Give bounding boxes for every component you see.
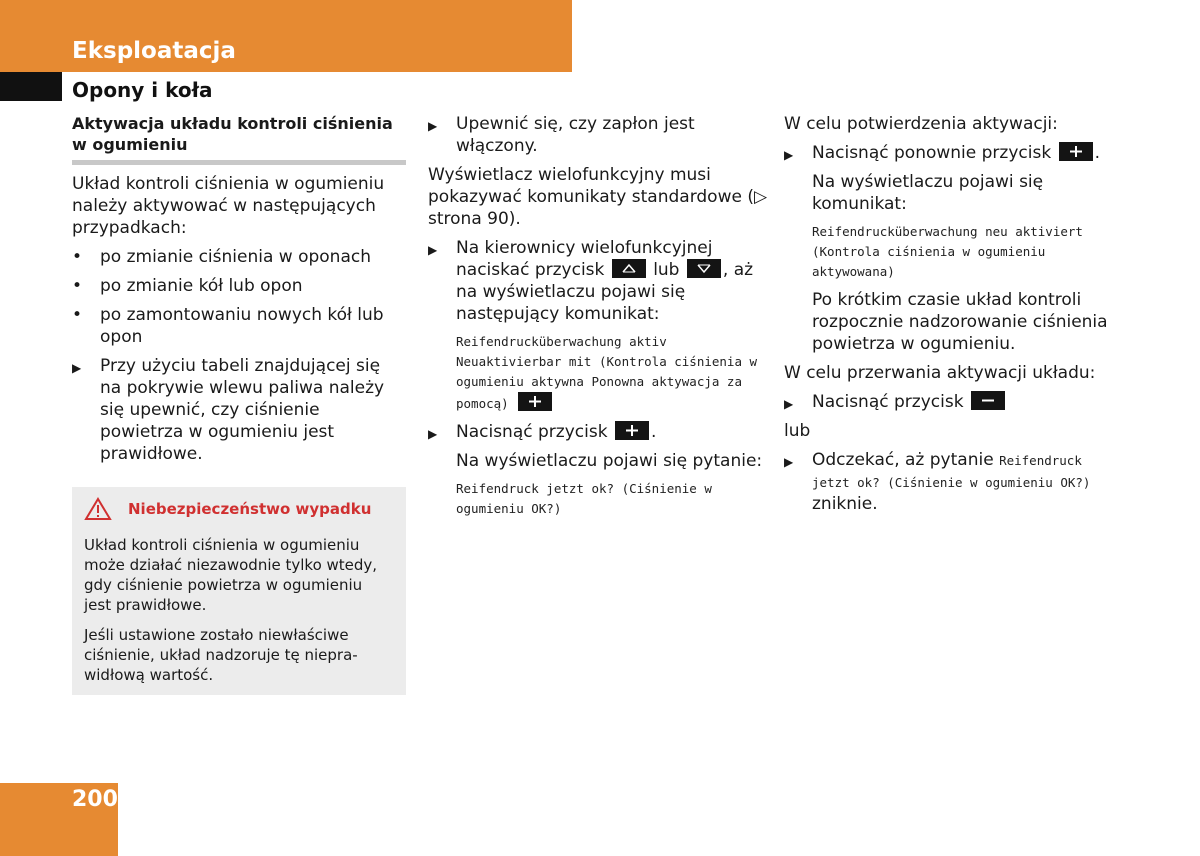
up-key-icon bbox=[612, 259, 646, 278]
warning-box bbox=[72, 487, 406, 695]
bullet-icon: • bbox=[72, 305, 83, 325]
warning-text: Układ kontroli ciśnienia w ogumieniu może działać niezawodnie tylko wtedy, gdy ciśnienie powietrza w ogumieniu jest prawidłowe. bbox=[84, 536, 378, 614]
step-arrow-icon: ▶ bbox=[784, 455, 794, 469]
warning-triangle-icon bbox=[84, 497, 112, 521]
step-arrow-icon: ▶ bbox=[72, 361, 82, 375]
body-text: W celu potwierdzenia aktywacji: bbox=[784, 114, 1058, 134]
subheading: Aktywacja układu kontroli ciśnienia w ogumieniu bbox=[72, 114, 393, 154]
body-text: Na wyświetlaczu pojawi się pytanie: bbox=[456, 451, 763, 471]
instruction-step: ▶ Nacisnąć przycisk bbox=[784, 391, 1124, 413]
plus-key-icon bbox=[1059, 142, 1093, 161]
display-message: Reifendruck jetzt ok? (Ciśnienie w ogumieniu OK?) bbox=[456, 481, 712, 516]
instruction-step: ▶ Odczekać, aż pytanie Reifendruck jetzt ok? (Ciśnienie w ogumieniu OK?) zniknie. bbox=[784, 450, 1091, 514]
minus-key-icon bbox=[971, 391, 1005, 410]
column-2 bbox=[428, 113, 768, 526]
intro-text: Układ kontroli ciśnienia w ogumieniu należy aktywować w następujących przypadkach: bbox=[72, 174, 385, 238]
step-arrow-icon: ▶ bbox=[784, 148, 794, 162]
step-arrow-icon: ▶ bbox=[428, 427, 438, 441]
instruction-step: ▶ Nacisnąć przycisk . bbox=[428, 421, 768, 443]
down-key-icon bbox=[687, 259, 721, 278]
step-arrow-icon: ▶ bbox=[428, 119, 438, 133]
section-marker bbox=[0, 72, 62, 101]
display-message: Reifendrucküberwachung aktiv Neuaktivierbar mit (Kontrola ciśnienia w ogumieniu aktywna Ponowna aktywacja za pomocą) bbox=[456, 334, 758, 411]
instruction-step: ▶ Upewnić się, czy zapłon jest włączony. bbox=[428, 114, 695, 156]
chapter-header bbox=[0, 0, 572, 72]
instruction-step: ▶ Nacisnąć ponownie przycisk . bbox=[784, 142, 1124, 164]
list-item: • po zamontowaniu nowych kół lub opon bbox=[72, 305, 384, 347]
list-item: • po zmianie kół lub opon bbox=[72, 276, 303, 296]
body-text: Po krótkim czasie układ kontroli rozpocznie nadzorowanie ciśnienia powietrza w ogumieniu. bbox=[812, 290, 1108, 354]
body-text: W celu przerwania aktywacji układu: bbox=[784, 363, 1096, 383]
warning-title: Niebezpieczeństwo wypadku bbox=[128, 500, 372, 518]
plus-key-icon bbox=[518, 392, 552, 411]
plus-key-icon bbox=[615, 421, 649, 440]
column-3 bbox=[784, 113, 1124, 522]
section-title: Opony i koła bbox=[72, 78, 213, 102]
body-text: lub bbox=[784, 421, 811, 441]
body-text: Wyświetlacz wielofunkcyjny musi pokazywać komunikaty standardowe (▷ strona 90). bbox=[428, 165, 768, 229]
divider bbox=[72, 160, 406, 165]
display-message: Reifendrucküberwachung neu aktiviert (Kontrola ciśnienia w ogumieniu aktywowana) bbox=[812, 224, 1083, 279]
bullet-icon: • bbox=[72, 276, 83, 296]
step-arrow-icon: ▶ bbox=[784, 397, 794, 411]
display-message: Reifendruck jetzt ok? (Ciśnienie w ogumieniu OK?) bbox=[812, 453, 1091, 490]
page-number: 200 bbox=[72, 787, 118, 812]
instruction-step: ▶ Na kierownicy wielofunkcyjnej naciskać przycisk lub , aż na wyświetlaczu pojawi się następujący komunikat: bbox=[428, 238, 754, 324]
body-text: Na wyświetlaczu pojawi się komunikat: bbox=[812, 172, 1044, 214]
chapter-title: Eksploatacja bbox=[72, 38, 236, 64]
warning-text: Jeśli ustawione zostało niewłaściwe ciśnienie, układ nadzoruje tę niepra-widłową wartość. bbox=[84, 626, 358, 684]
list-item: • po zmianie ciśnienia w oponach bbox=[72, 247, 371, 267]
step-arrow-icon: ▶ bbox=[428, 243, 438, 257]
column-1 bbox=[72, 113, 406, 695]
bullet-icon: • bbox=[72, 247, 83, 267]
instruction-step: ▶ Przy użyciu tabeli znajdującej się na pokrywie wlewu paliwa należy się upewnić, czy ciśnienie powietrza w ogumieniu jest prawidłowe. bbox=[72, 356, 385, 464]
